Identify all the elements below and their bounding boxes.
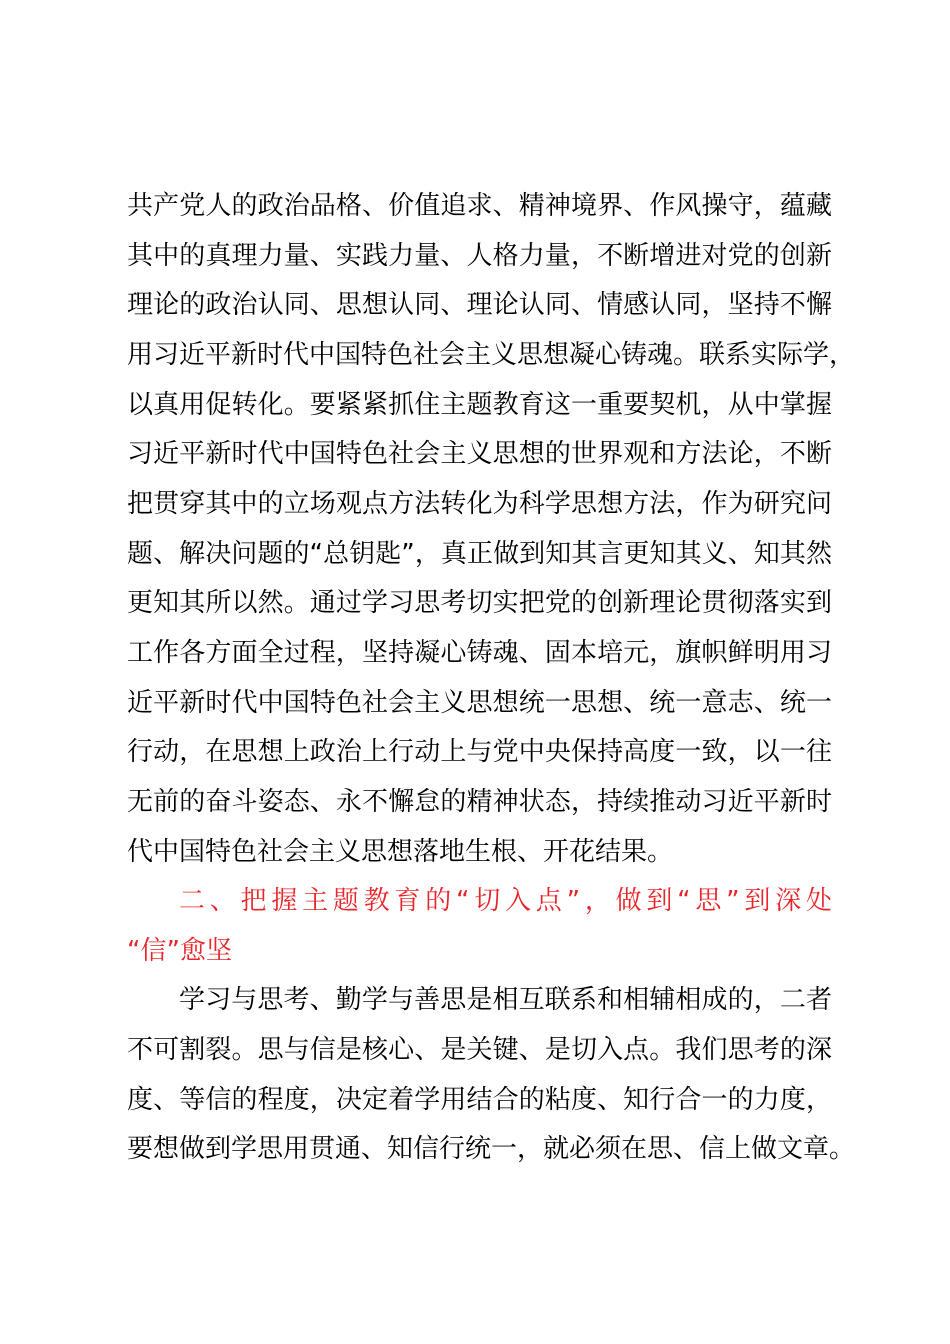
paragraph-line: 工作各方面全过程，坚持凝心铸魂、固本培元，旗帜鲜明用习 [127,638,832,668]
paragraph-line: 理论的政治认同、思想认同、理论认同、情感认同，坚持不懈 [127,290,832,320]
paragraph-line: 用习近平新时代中国特色社会主义思想凝心铸魂。联系实际学， [127,340,856,370]
section-heading-line: 二、把握主题教育的“切入点”，做到“思”到深处 [179,886,832,916]
paragraph-line: 行动，在思想上政治上行动上与党中央保持高度一致，以一往 [127,737,832,767]
paragraph-line: 不可割裂。思与信是核心、是关键、是切入点。我们思考的深 [127,1035,832,1065]
paragraph-line: 要想做到学思用贯通、知信行统一，就必须在思、信上做文章。 [127,1134,856,1164]
section-heading-line: “信”愈坚 [127,936,232,966]
paragraph-line: 题、解决问题的“总钥匙”，真正做到知其言更知其义、知其然 [127,539,832,569]
paragraph-line: 其中的真理力量、实践力量、人格力量，不断增进对党的创新 [127,241,832,271]
paragraph-line: 更知其所以然。通过学习思考切实把党的创新理论贯彻落实到 [127,588,832,618]
paragraph-line: 近平新时代中国特色社会主义思想统一思想、统一意志、统一 [127,688,832,718]
paragraph-line: 以真用促转化。要紧紧抓住主题教育这一重要契机，从中掌握 [127,390,832,420]
paragraph-line: 共产党人的政治品格、价值追求、精神境界、作风操守，蕴藏 [127,191,832,221]
paragraph-line: 度、等信的程度，决定着学用结合的粘度、知行合一的力度， [127,1085,832,1115]
paragraph-line: 学习与思考、勤学与善思是相互联系和相辅相成的，二者 [179,985,832,1015]
paragraph-line: 代中国特色社会主义思想落地生根、开花结果。 [127,837,674,867]
paragraph-line: 习近平新时代中国特色社会主义思想的世界观和方法论，不断 [127,439,832,469]
paragraph-line: 把贯穿其中的立场观点方法转化为科学思想方法，作为研究问 [127,489,832,519]
paragraph-line: 无前的奋斗姿态、永不懈怠的精神状态，持续推动习近平新时 [127,787,832,817]
